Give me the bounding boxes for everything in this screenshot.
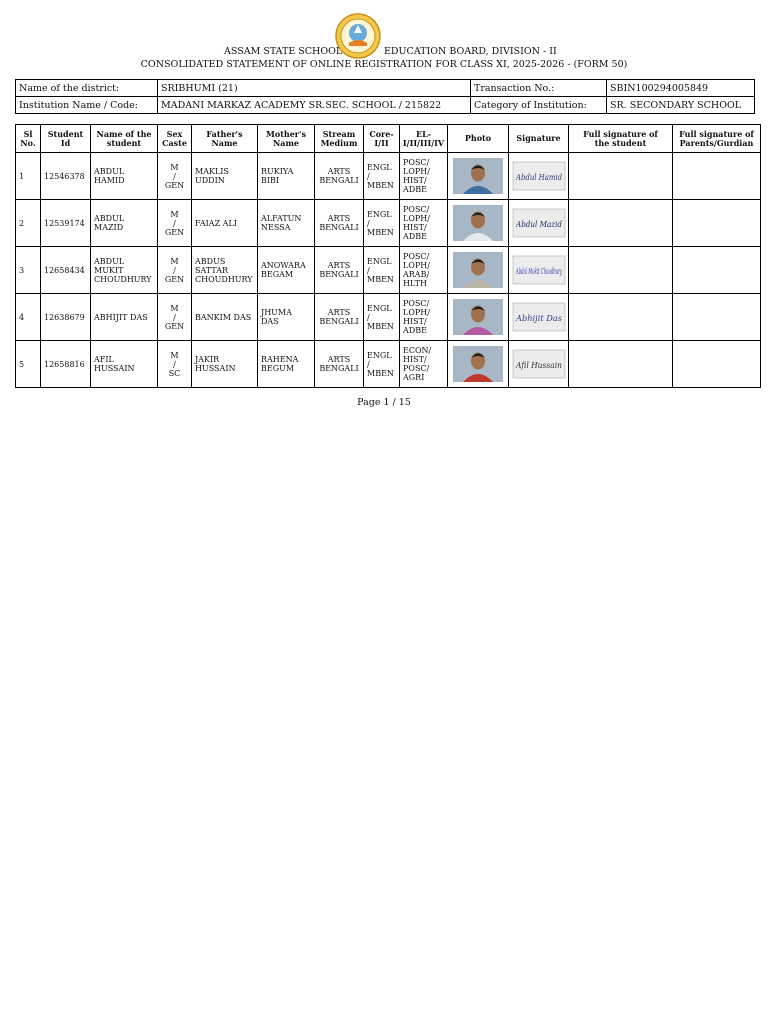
cell-line: MAZID [94, 223, 124, 232]
cell-line: POSC/ [403, 299, 430, 308]
cell-line: ADBE [403, 185, 427, 194]
column-header-father [192, 125, 258, 153]
cell-line: CHOUDHURY [94, 274, 152, 284]
cell-line: ALFATUN [261, 214, 302, 223]
signature-cell [509, 200, 569, 247]
cell-line: ARTS [327, 355, 351, 364]
column-header-signature: Signature [509, 125, 569, 153]
cell-line: ANOWARA [261, 261, 306, 270]
table-row [16, 153, 761, 200]
cell-line: ARTS [327, 308, 351, 317]
cell-line: MUKIT [94, 265, 124, 275]
mother-name-cell [258, 153, 315, 200]
column-header-line: the student [594, 137, 647, 148]
photo-cell [448, 200, 509, 247]
cell-line: POSC/ [403, 158, 430, 167]
signature-image [513, 350, 565, 378]
father-name-cell [192, 294, 258, 341]
district-value: SRIBHUMI (21) [158, 80, 471, 97]
cell-line: HAMID [94, 176, 125, 185]
column-header-line: I/II/III/IV [402, 137, 445, 148]
cell-line: ABDUL [94, 214, 125, 223]
svg-text:Afil Hussain: Afil Hussain [514, 361, 562, 370]
cell-line: ENGL [367, 162, 392, 172]
cell-line: ENGL [367, 209, 392, 219]
column-header-core [364, 125, 400, 153]
student-photo [453, 252, 503, 288]
column-header-stream [315, 125, 364, 153]
stream-medium-cell [315, 200, 364, 247]
cell-line: M [170, 350, 179, 360]
cell-line: BIBI [261, 176, 280, 185]
column-header-line: EL- [415, 128, 432, 139]
column-header-line: Student [47, 128, 84, 139]
column-header-line: Caste [162, 137, 187, 148]
column-header-line: Mother's [266, 128, 306, 139]
cell-line: M [170, 303, 179, 313]
cell-line: ARAB/ [403, 270, 430, 279]
student-id-cell: 12638679 [41, 294, 91, 341]
student-photo [453, 158, 503, 194]
core-subjects-cell [364, 153, 400, 200]
cell-line: MBEN [367, 227, 394, 237]
cell-line: ADBE [403, 232, 427, 241]
svg-text:Abdul Hamid: Abdul Hamid [514, 173, 562, 182]
column-header-photo: Photo [448, 125, 509, 153]
column-header-sex [158, 125, 192, 153]
table-row [16, 247, 761, 294]
student-name-cell [91, 294, 158, 341]
student-name-cell [91, 153, 158, 200]
column-header-line: student [106, 137, 142, 148]
full-signature-parent-cell [673, 341, 761, 388]
cell-line: ARTS [327, 214, 351, 223]
cell-line: ENGL [367, 303, 392, 313]
cell-line: HUSSAIN [195, 364, 236, 373]
column-header-line: Parents/Gurdian [679, 137, 754, 148]
cell-line: RUKIYA [261, 167, 294, 176]
cell-line: HLTH [403, 279, 427, 288]
category-value: SR. SECONDARY SCHOOL [607, 97, 755, 114]
father-name-cell [192, 153, 258, 200]
core-subjects-cell [364, 200, 400, 247]
signature-cell [509, 153, 569, 200]
cell-line: HIST/ [403, 317, 427, 326]
cell-line: / [367, 265, 370, 275]
registration-table [15, 124, 761, 388]
elective-subjects-cell [400, 200, 448, 247]
student-name-cell [91, 247, 158, 294]
cell-line: BENGALI [319, 364, 359, 373]
column-header-id [41, 125, 91, 153]
cell-line: UDDIN [195, 176, 225, 185]
cell-line: SATTAR [195, 265, 229, 275]
elective-subjects-cell [400, 294, 448, 341]
cell-line: / [173, 312, 176, 322]
full-signature-student-cell [569, 247, 673, 294]
cell-line: RAHENA [261, 355, 299, 364]
father-name-cell [192, 341, 258, 388]
table-row [16, 294, 761, 341]
cell-line: BENGALI [319, 223, 359, 232]
cell-line: HIST/ [403, 176, 427, 185]
cell-line: JAKIR [195, 355, 220, 364]
column-header-line: Name [272, 137, 300, 148]
statement-title: CONSOLIDATED STATEMENT OF ONLINE REGISTRATION FOR CLASS XI, 2025-2026 - (FORM 50) [140, 59, 628, 70]
student-id-cell: 12546378 [41, 153, 91, 200]
column-header-sl [16, 125, 41, 153]
cell-line: SC [168, 368, 181, 378]
institution-info-table [15, 79, 755, 114]
svg-text:Abhijit Das: Abhijit Das [514, 314, 562, 323]
student-id-cell: 12539174 [41, 200, 91, 247]
cell-line: LOPH/ [403, 167, 430, 176]
photo-cell [448, 247, 509, 294]
cell-line: ABDUS [195, 256, 226, 266]
student-photo [453, 299, 503, 335]
signature-image [513, 256, 565, 284]
full-signature-student-cell [569, 294, 673, 341]
cell-line: ABDUL [94, 256, 125, 266]
column-header-line: Name of the [96, 128, 152, 139]
cell-line: LOPH/ [403, 261, 430, 270]
column-header-line: Sex [166, 128, 183, 139]
cell-line: JHUMA [261, 308, 292, 317]
institution-label: Institution Name / Code: [16, 97, 158, 114]
full-signature-parent-cell [673, 153, 761, 200]
cell-line: ADBE [403, 326, 427, 335]
cell-line: HUSSAIN [94, 364, 135, 373]
svg-text:Abdul Mazid: Abdul Mazid [514, 220, 562, 229]
cell-line: ABDUL [94, 167, 125, 176]
student-name-cell [91, 341, 158, 388]
transaction-value: SBIN100294005849 [607, 80, 755, 97]
column-header-el [400, 125, 448, 153]
cell-line: NESSA [261, 223, 291, 232]
full-signature-parent-cell [673, 247, 761, 294]
cell-line: MBEN [367, 368, 394, 378]
column-header-line: Medium [320, 137, 358, 148]
signature-image [513, 162, 565, 190]
student-photo [453, 346, 503, 382]
stream-medium-cell [315, 153, 364, 200]
cell-line: MBEN [367, 274, 394, 284]
cell-line: ABHIJIT DAS [94, 312, 148, 322]
sex-caste-cell [158, 341, 192, 388]
elective-subjects-cell [400, 153, 448, 200]
header-title-right: EDUCATION BOARD, DIVISION - II [384, 46, 557, 57]
stream-medium-cell [315, 294, 364, 341]
cell-line: BENGALI [319, 176, 359, 185]
column-header-line: Stream [322, 128, 356, 139]
table-header-row [16, 125, 761, 153]
column-header-name [91, 125, 158, 153]
cell-line: / [367, 171, 370, 181]
column-header-line: I/II [374, 137, 389, 148]
cell-line: LOPH/ [403, 214, 430, 223]
column-header-mother [258, 125, 315, 153]
cell-line: BENGALI [319, 317, 359, 326]
elective-subjects-cell [400, 247, 448, 294]
cell-line: / [367, 312, 370, 322]
core-subjects-cell [364, 294, 400, 341]
sex-caste-cell [158, 247, 192, 294]
serial-number-cell: 2 [16, 200, 41, 247]
student-name-cell [91, 200, 158, 247]
cell-line: AFIL [94, 355, 114, 364]
sex-caste-cell [158, 294, 192, 341]
student-id-cell: 12658816 [41, 341, 91, 388]
mother-name-cell [258, 200, 315, 247]
mother-name-cell [258, 294, 315, 341]
full-signature-parent-cell [673, 294, 761, 341]
photo-cell [448, 294, 509, 341]
cell-line: ENGL [367, 350, 392, 360]
full-signature-student-cell [569, 153, 673, 200]
cell-line: / [173, 359, 176, 369]
signature-image [513, 303, 565, 331]
core-subjects-cell [364, 247, 400, 294]
table-row [16, 200, 761, 247]
serial-number-cell: 3 [16, 247, 41, 294]
cell-line: BEGUM [261, 364, 295, 373]
cell-line: AGRI [403, 373, 425, 382]
mother-name-cell [258, 341, 315, 388]
column-header-line: Id [60, 137, 71, 148]
signature-cell [509, 294, 569, 341]
photo-cell [448, 153, 509, 200]
signature-cell [509, 341, 569, 388]
cell-line: MAKLIS [195, 167, 229, 176]
cell-line: BENGALI [319, 270, 359, 279]
institution-value: MADANI MARKAZ ACADEMY SR.SEC. SCHOOL / 215822 [158, 97, 471, 114]
cell-line: DAS [261, 317, 279, 326]
page-indicator: Page 1 / 15 [357, 397, 411, 408]
serial-number-cell: 5 [16, 341, 41, 388]
mother-name-cell [258, 247, 315, 294]
table-row [16, 341, 761, 388]
cell-line: M [170, 162, 179, 172]
column-header-line: Core- [369, 128, 394, 139]
full-signature-student-cell [569, 341, 673, 388]
stream-medium-cell [315, 247, 364, 294]
student-photo [453, 205, 503, 241]
svg-text:Abdul Mukit Choudhury: Abdul Mukit Choudhury [515, 267, 562, 276]
cell-line: CHOUDHURY [195, 274, 253, 284]
sex-caste-cell [158, 200, 192, 247]
full-signature-parent-cell [673, 200, 761, 247]
cell-line: / [367, 359, 370, 369]
cell-line: BEGAM [261, 270, 294, 279]
sex-caste-cell [158, 153, 192, 200]
full-signature-student-cell [569, 200, 673, 247]
column-header-line: No. [20, 137, 36, 148]
transaction-label: Transaction No.: [471, 80, 607, 97]
cell-line: / [173, 265, 176, 275]
cell-line: POSC/ [403, 205, 430, 214]
category-label: Category of Institution: [471, 97, 607, 114]
column-header-full-sig-student [569, 125, 673, 153]
column-header-line: Full signature of [679, 128, 754, 139]
photo-cell [448, 341, 509, 388]
district-label: Name of the district: [16, 80, 158, 97]
cell-line: GEN [164, 227, 185, 237]
cell-line: MBEN [367, 321, 394, 331]
cell-line: / [173, 218, 176, 228]
serial-number-cell: 4 [16, 294, 41, 341]
column-header-line: Full signature of [583, 128, 658, 139]
cell-line: ECON/ [403, 346, 432, 355]
elective-subjects-cell [400, 341, 448, 388]
cell-line: GEN [164, 321, 185, 331]
cell-line: GEN [164, 274, 185, 284]
column-header-line: Father's [206, 128, 243, 139]
cell-line: HIST/ [403, 355, 427, 364]
cell-line: MBEN [367, 180, 394, 190]
student-id-cell: 12658434 [41, 247, 91, 294]
stream-medium-cell [315, 341, 364, 388]
cell-line: HIST/ [403, 223, 427, 232]
cell-line: ENGL [367, 256, 392, 266]
core-subjects-cell [364, 341, 400, 388]
column-header-line: Sl [23, 128, 33, 139]
cell-line: POSC/ [403, 364, 430, 373]
header-title-left: ASSAM STATE SCHOOL [224, 46, 343, 57]
column-header-line: Name [211, 137, 238, 148]
cell-line: FAIAZ ALI [195, 218, 237, 228]
cell-line: / [367, 218, 370, 228]
cell-line: ARTS [327, 261, 351, 270]
signature-image [513, 209, 565, 237]
cell-line: LOPH/ [403, 308, 430, 317]
signature-cell [509, 247, 569, 294]
father-name-cell [192, 247, 258, 294]
cell-line: GEN [164, 180, 185, 190]
cell-line: ARTS [327, 167, 351, 176]
cell-line: BANKIM DAS [195, 312, 252, 322]
cell-line: M [170, 209, 179, 219]
cell-line: POSC/ [403, 252, 430, 261]
cell-line: / [173, 171, 176, 181]
cell-line: M [170, 256, 179, 266]
father-name-cell [192, 200, 258, 247]
serial-number-cell: 1 [16, 153, 41, 200]
column-header-full-sig-parent [673, 125, 761, 153]
